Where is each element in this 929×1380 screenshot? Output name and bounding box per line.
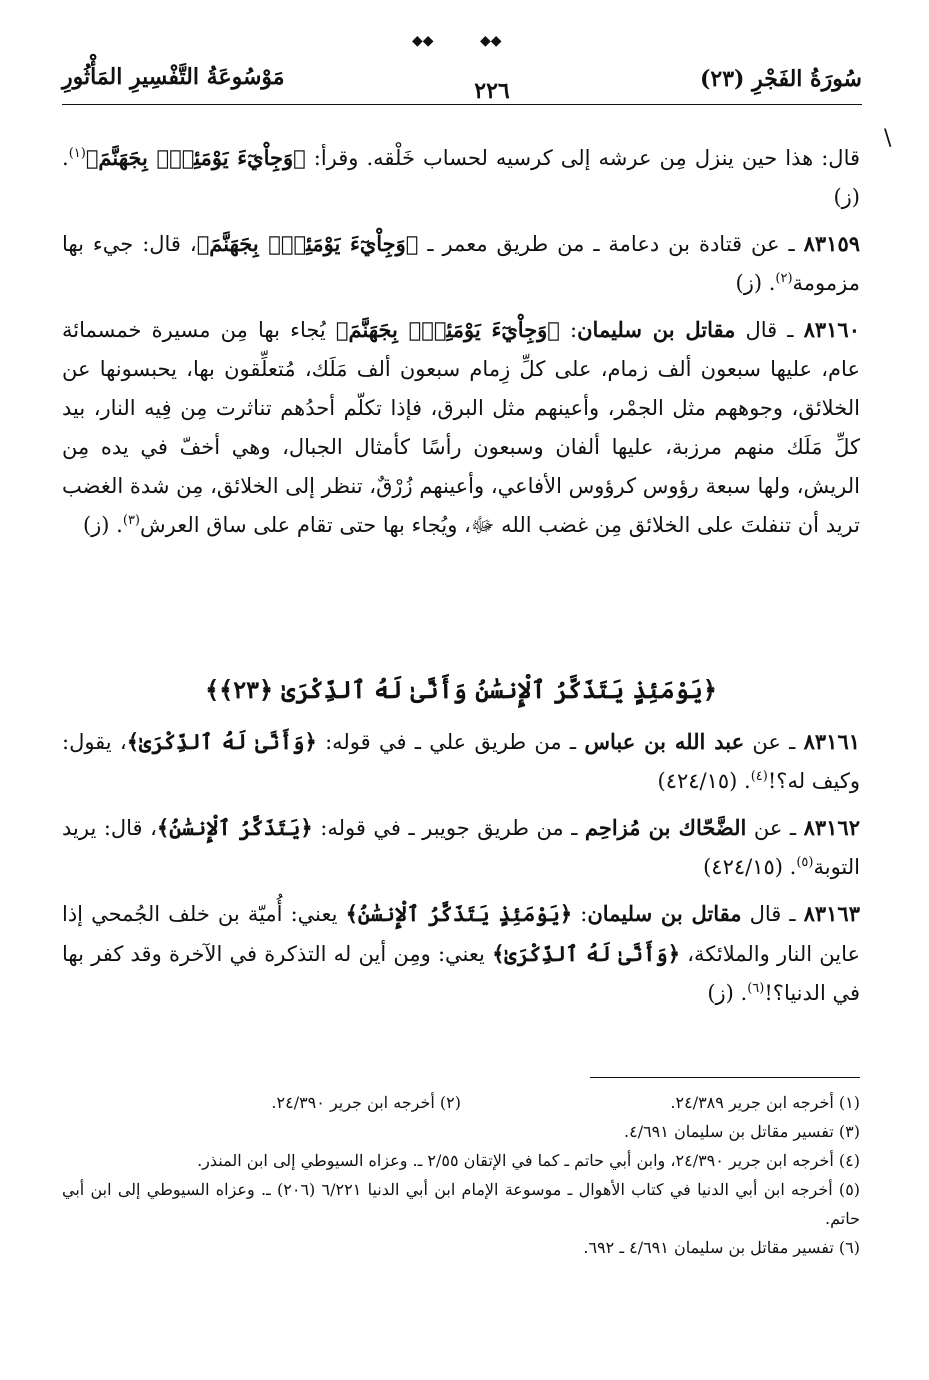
entry-83161 bbox=[62, 722, 860, 801]
footnote-ref: (٣) bbox=[122, 513, 140, 528]
entry-83163 bbox=[62, 894, 860, 1013]
narrator-name: عبد الله بن عباس bbox=[584, 729, 745, 754]
footnote-row bbox=[62, 1088, 860, 1117]
paragraph-text: ـ من طريق جويبر ـ في قوله: bbox=[312, 816, 585, 840]
verse-heading: ﴿يَوْمَئِذٍ يَتَذَكَّرُ ٱلْإِنسَٰنُ وَأَنَّىٰ لَهُ ٱلذِّكْرَىٰ ﴿٢٣﴾﴾ bbox=[205, 675, 717, 704]
paragraph-text: . (ز) bbox=[62, 146, 860, 209]
paragraph-text: قال: هذا حين ينزل مِن عرشه إلى كرسيه لحساب خَلْقه. وقرأ: bbox=[305, 146, 861, 170]
page-header bbox=[62, 58, 862, 104]
paragraph-text: ـ قال bbox=[735, 318, 804, 342]
entry-number: ٨٣١٥٩ bbox=[803, 231, 861, 256]
quran-quote: ﴿يَتَذَكَّرُ ٱلْإِنسَٰنُ﴾ bbox=[156, 815, 313, 840]
entry-number: ٨٣١٦٣ bbox=[803, 901, 860, 926]
footnote-divider bbox=[590, 1077, 860, 1078]
ornament-icon: ◆◆ bbox=[480, 33, 502, 49]
entry-number: ٨٣١٦٠ bbox=[803, 317, 860, 342]
footnotes bbox=[62, 1088, 860, 1262]
footnote-ref: (٢) bbox=[775, 271, 793, 286]
footnote-5: (٥) أخرجه ابن أبي الدنيا في كتاب الأهوال ـ موسوعة الإمام ابن أبي الدنيا ٦/٢٢١ (٢٠٦) ـ. وعزاه السيوطي إلى ابن أبي حاتم. bbox=[62, 1180, 861, 1228]
narrator-name: مقاتل بن سليمان bbox=[587, 901, 742, 926]
quran-quote: ﴿وَجِاْيٓءَ يَوْمَئِذٍۭ بِجَهَنَّمَ﴾ bbox=[196, 231, 419, 256]
footnote-2: (٢) أخرجه ابن جرير ٢٤/٣٩٠. bbox=[271, 1093, 461, 1112]
quran-quote: ﴿وَجِاْيٓءَ يَوْمَئِذٍۭ بِجَهَنَّمَ﴾ bbox=[335, 317, 560, 342]
footnote-3: (٣) تفسير مقاتل بن سليمان ٤/٦٩١. bbox=[624, 1122, 860, 1141]
paragraph-text: ـ عن bbox=[746, 816, 804, 840]
paragraph-text: يُجاء بها مِن مسيرة خمسمائة عام، عليها سبعون ألف زمام، على كلِّ زِمام سبعون ألف مَلَك، مُتعلِّقون بها، يحبسونها عن الخلائق، وجوههم مثل الجمْر، وأعينهم مثل البرق، فإذا تكلّم أحدُهم تناثرت مِن فِيه النار، بيد كلِّ مَلَك منهم مرزبة، عليها ألفان وسبعون رأسًا كأمثال الجبال، وهي أخفّ في يده مِن الريش، ولها سبعة رؤوس كرؤوس الأفاعي، وأعينهم زُرْقٌ، تنظر إلى الخلائق، مِن شدة الغضب تريد أن تنفلتَ على الخلائق مِن غضب الله ﷻ، ويُجاء بها حتى تقام على ساق العرش bbox=[62, 318, 860, 537]
series-title: مَوْسُوعَةُ التَّفْسِيرِ المَأْثُورِ bbox=[62, 64, 285, 90]
paragraph-text: . (ز) bbox=[707, 981, 748, 1005]
page-number: ٢٢٦ bbox=[474, 78, 510, 104]
paragraph-text: ، قال: يريد التوبة bbox=[62, 816, 860, 879]
surah-title: سُورَةُ الفَجْرِ (٢٣) bbox=[699, 66, 862, 92]
paragraph-text: يعني: ومِن أين له التذكرة في الآخرة وقد كفر بها في الدنيا؟! bbox=[62, 942, 860, 1005]
paragraph-text: ، قال: جيء بها مزمومة bbox=[62, 232, 860, 295]
quran-quote: ﴿وَجِاْيٓءَ يَوْمَئِذٍۭ بِجَهَنَّمَ﴾ bbox=[85, 145, 306, 170]
quran-quote: ﴿وَأَنَّىٰ لَهُ ٱلذِّكْرَىٰ﴾ bbox=[492, 941, 681, 966]
entry-83162 bbox=[62, 808, 860, 887]
entry-83159 bbox=[62, 224, 860, 303]
footnote-ref: (٤) bbox=[750, 769, 768, 784]
footnote-ref: (٦) bbox=[747, 981, 765, 996]
quran-quote: ﴿يَوْمَئِذٍ يَتَذَكَّرُ ٱلْإِنسَٰنُ﴾ bbox=[345, 901, 573, 926]
footnote-4: (٤) أخرجه ابن جرير ٢٤/٣٩٠، وابن أبي حاتم ـ كما في الإتقان ٢/٥٥ ـ. وعزاه السيوطي إلى ابن المنذر. bbox=[197, 1151, 860, 1170]
entry-83160 bbox=[62, 310, 860, 545]
footnote-ref: (١) bbox=[68, 146, 86, 161]
narrator-name: مقاتل بن سليمان bbox=[577, 317, 736, 342]
paragraph-text: . (٤٢٤/١٥) bbox=[657, 769, 751, 793]
narrator-name: الضَّحّاك بن مُزاحِم bbox=[584, 815, 747, 840]
header-rule bbox=[62, 104, 862, 105]
quran-quote: ﴿وَأَنَّىٰ لَهُ ٱلذِّكْرَىٰ﴾ bbox=[126, 729, 317, 754]
paragraph-text: ، يقول: وكيف له؟! bbox=[62, 730, 860, 793]
ornament-icon: ◆◆ bbox=[412, 33, 434, 49]
paragraph-text: يعني: أُميّة بن خلف الجُمحي إذا عاين النار والملائكة، bbox=[62, 902, 861, 966]
footnote-ref: (٥) bbox=[796, 855, 814, 870]
entry-number: ٨٣١٦١ bbox=[803, 729, 861, 754]
paragraph-text: ـ عن قتادة بن دعامة ـ من طريق معمر ـ bbox=[418, 232, 804, 256]
text-block-top bbox=[62, 138, 860, 552]
margin-mark: \ bbox=[884, 126, 892, 151]
paragraph-text: : bbox=[572, 902, 588, 926]
paragraph-text: ـ عن bbox=[744, 730, 804, 754]
footnote-6: (٦) تفسير مقاتل بن سليمان ٤/٦٩١ ـ ٦٩٢. bbox=[583, 1238, 860, 1257]
paragraph-continuation bbox=[62, 138, 860, 217]
paragraph-text: . (ز) bbox=[82, 513, 123, 537]
paragraph-text: . (ز) bbox=[735, 271, 776, 295]
paragraph-text: : bbox=[559, 318, 578, 342]
paragraph-text: . (٤٢٤/١٥) bbox=[703, 855, 797, 879]
paragraph-text: ـ من طريق علي ـ في قوله: bbox=[316, 730, 585, 754]
paragraph-text: ـ قال bbox=[741, 902, 804, 926]
footnote-1: (١) أخرجه ابن جرير ٢٤/٣٨٩. bbox=[670, 1093, 860, 1112]
text-block-bottom bbox=[62, 722, 860, 1020]
entry-number: ٨٣١٦٢ bbox=[803, 815, 860, 840]
